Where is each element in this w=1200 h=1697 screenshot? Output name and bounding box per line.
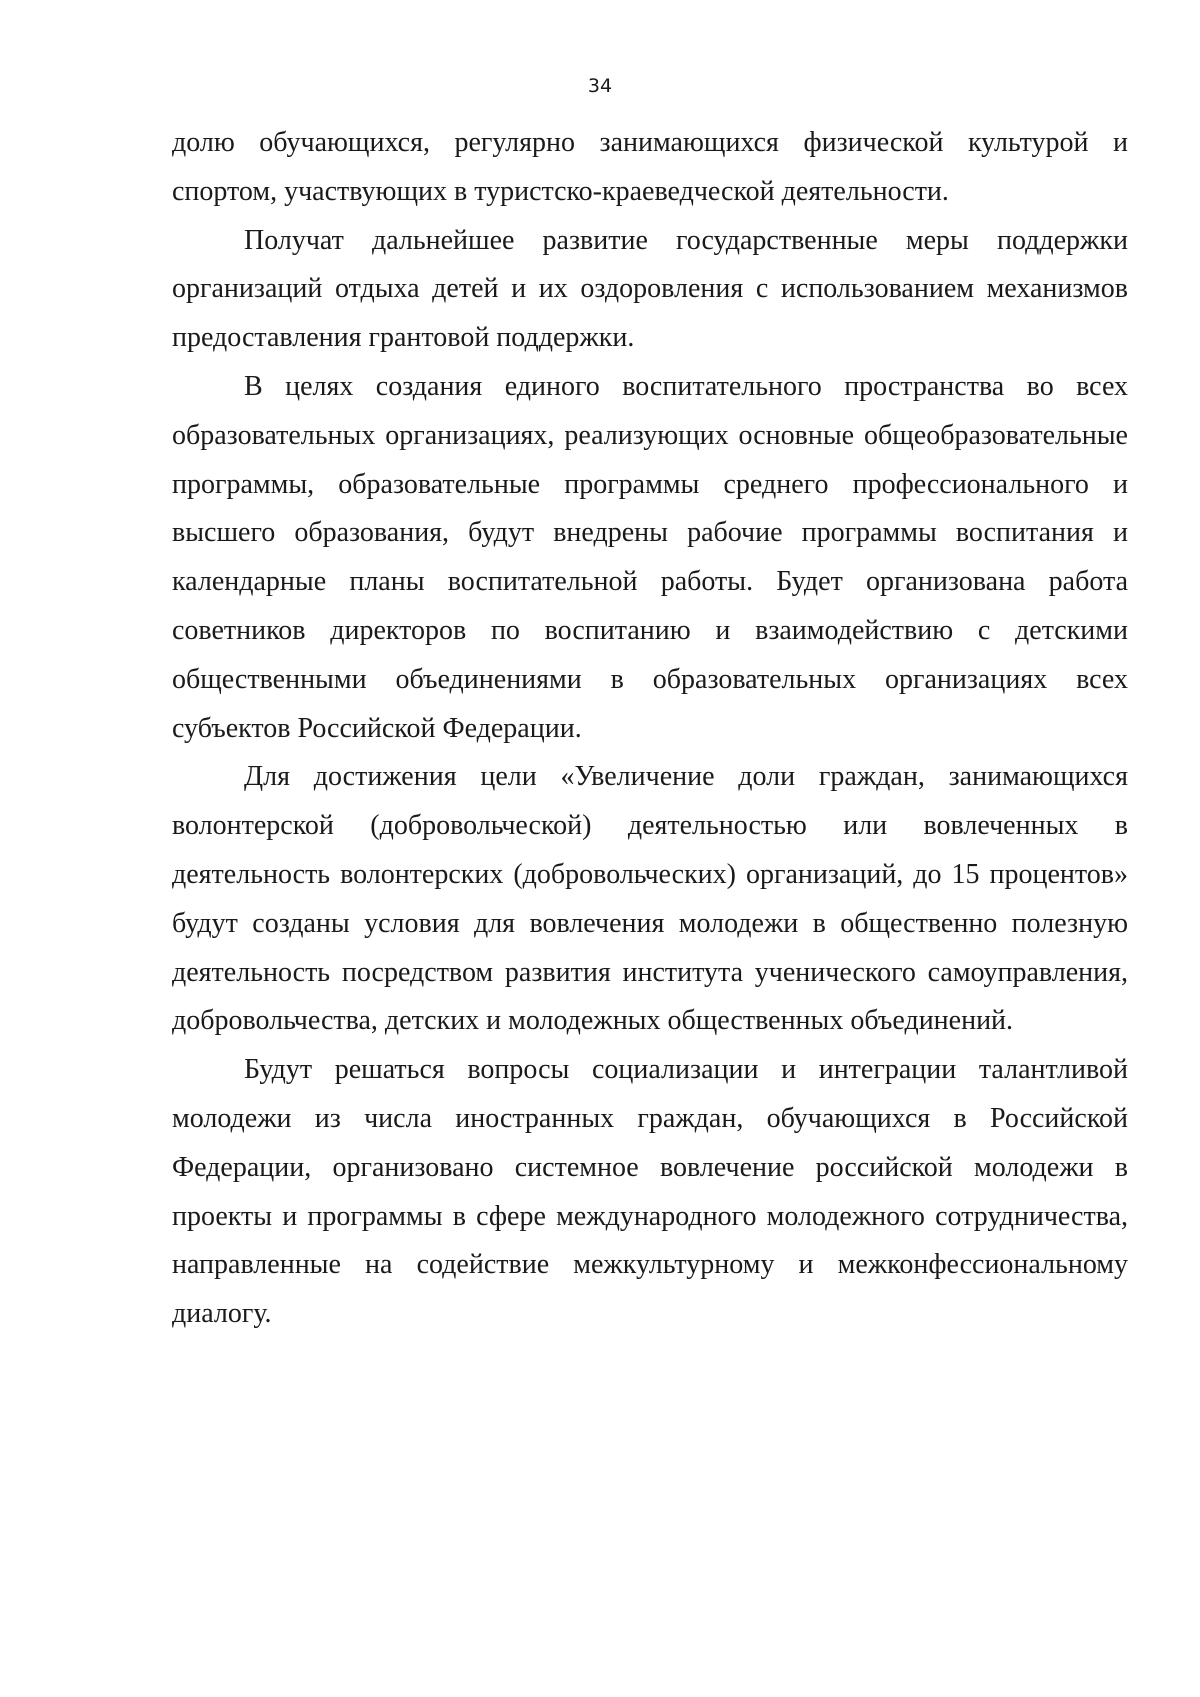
paragraph-international-youth: Будут решаться вопросы социализации и интеграции талантливой молодежи из числа иностранных граждан, обучающихся в Российской Федерации, организовано системное вовлечение российской молодежи в проекты и программы в сфере международного молодежного сотрудничества, направленные на содействие межкультурному и межконфессиональному диалогу. [172,1054,1128,1330]
paragraph-upbringing-space: В целях создания единого воспитательного пространства во всех образовательных организациях, реализующих основные общеобразовательные программы, образовательные программы среднего профессионального и высшего образования, будут внедрены рабочие программы воспитания и календарные планы воспитательной работы. Будет организована работа советников директоров по воспитанию и взаимодействию с детскими общественными объединениями в образовательных организациях всех субъектов Российской Федерации. [172,370,1128,744]
paragraph-recreation-support: Получат дальнейшее развитие государственные меры поддержки организаций отдыха детей и их оздоровления с использованием механизмов предоставления грантовой поддержки. [172,224,1128,354]
document-body [172,119,1128,1339]
paragraph-volunteering-goal: Для достижения цели «Увеличение доли граждан, занимающихся волонтерской (добровольческой) деятельностью или вовлеченных в деятельность волонтерских (добровольческих) организаций, до 15 процентов» будут созданы условия для вовлечения молодежи в общественно полезную деятельность посредством развития института ученического самоуправления, добровольчества, детских и молодежных общественных объединений. [172,761,1128,1037]
paragraph-continuation: долю обучающихся, регулярно занимающихся физической культурой и спортом, участвующих в туристско-краеведческой деятельности. [172,127,1128,207]
page-number: 34 [587,75,613,97]
